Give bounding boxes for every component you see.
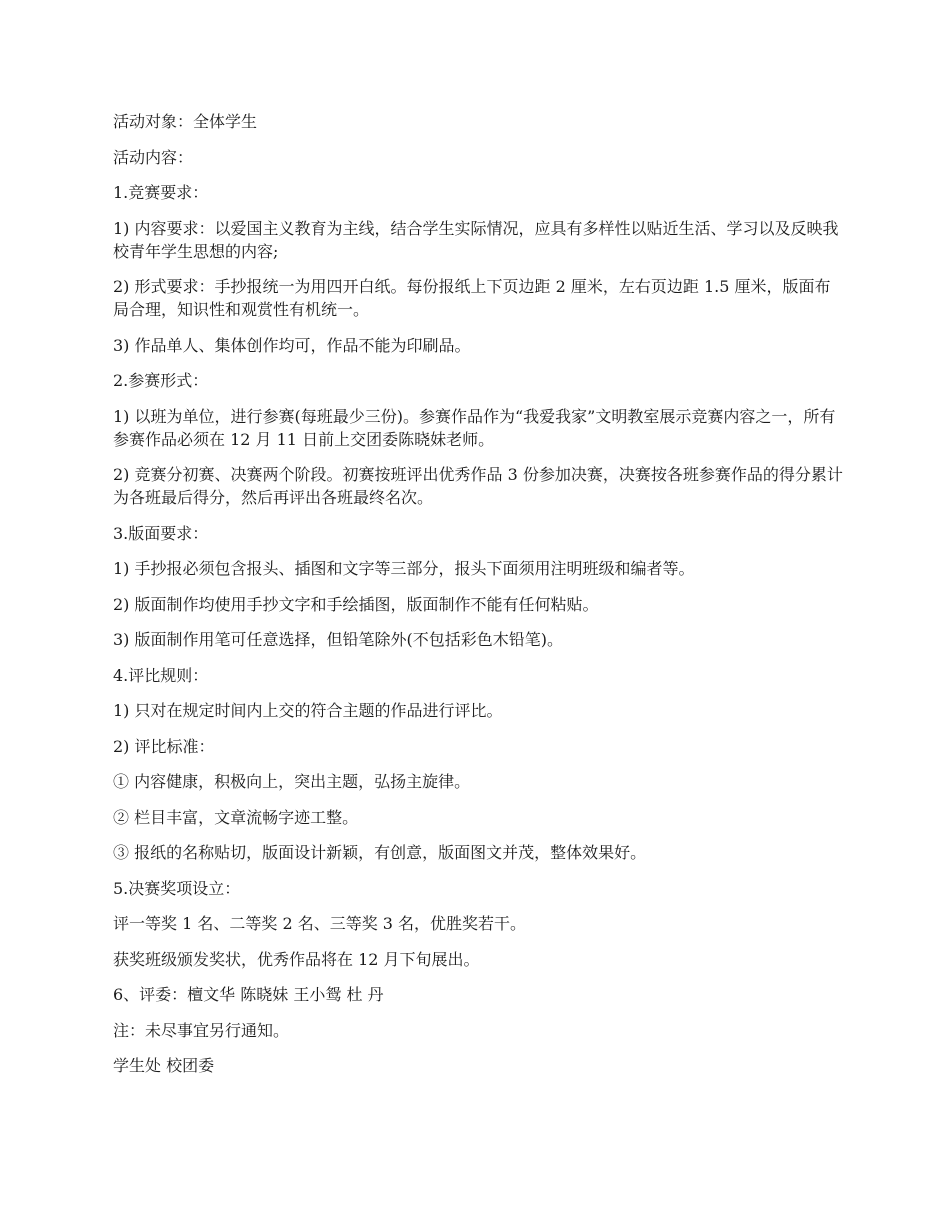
- paragraph-activity-content-heading: 活动内容：: [113, 147, 194, 167]
- paragraph-layout-parts: 1) 手抄报必须包含报头、插图和文字等三部分，报头下面须用注明班级和编者等。: [113, 559, 695, 578]
- document-page: [113, 110, 843, 1090]
- paragraph-format-requirement: 2) 形式要求：手抄报统一为用四开白纸。每份报纸上下页边距 2 厘米，左右页边距 1.5 厘米，版面布局合理，知识性和观赏性有机统一。: [113, 277, 831, 319]
- paragraph-signature: 学生处 校团委: [113, 1056, 215, 1075]
- paragraph-content-requirement: 1) 内容要求：以爱国主义教育为主线，结合学生实际情况，应具有多样性以贴近生活、学习以及反映我校青年学生思想的内容;: [113, 218, 839, 261]
- paragraph-layout-handmade: 2) 版面制作均使用手抄文字和手绘插图，版面制作不能有任何粘贴。: [113, 594, 599, 614]
- paragraph-participation-unit: 1) 以班为单位，进行参赛(每班最少三份)。参赛作品作为“我爱我家”文明教室展示竞赛内容之一，所有参赛作品必须在 12 月 11 日前上交团委陈晓妹老师。: [113, 406, 836, 449]
- section-heading-awards: 5.决赛奖项设立：: [113, 878, 241, 898]
- paragraph-criterion-2: ② 栏目丰富，文章流畅字迹工整。: [113, 807, 359, 827]
- paragraph-competition-stages: 2) 竞赛分初赛、决赛两个阶段。初赛按班评出优秀作品 3 份参加决赛，决赛按各班参赛作品的得分累计为各班最后得分，然后再评出各班最终名次。: [113, 465, 843, 507]
- paragraph-award-exhibition: 获奖班级颁发奖状，优秀作品将在 12 月下旬展出。: [113, 949, 480, 969]
- paragraph-layout-pens: 3) 版面制作用笔可任意选择，但铅笔除外(不包括彩色木铅笔)。: [113, 630, 563, 649]
- section-heading-participation: 2.参赛形式：: [113, 371, 209, 390]
- paragraph-award-counts: 评一等奖 1 名、二等奖 2 名、三等奖 3 名，优胜奖若干。: [113, 914, 527, 933]
- paragraph-judging-scope: 1) 只对在规定时间内上交的符合主题的作品进行评比。: [113, 701, 503, 720]
- paragraph-note: 注：未尽事宜另行通知。: [113, 1020, 290, 1040]
- paragraph-criterion-1: ① 内容健康，积极向上，突出主题，弘扬主旋律。: [113, 772, 471, 791]
- paragraph-authorship: 3) 作品单人、集体创作均可，作品不能为印刷品。: [113, 335, 471, 355]
- paragraph-target-audience: 活动对象：全体学生: [113, 112, 258, 131]
- section-heading-judging-rules: 4.评比规则：: [113, 665, 209, 685]
- section-heading-requirements: 1.竞赛要求：: [113, 183, 209, 202]
- section-heading-layout: 3.版面要求：: [113, 523, 209, 543]
- paragraph-judges: 6、评委：檀文华 陈晓妹 王小鸳 杜 丹: [113, 985, 384, 1004]
- paragraph-judging-criteria-heading: 2) 评比标准：: [113, 736, 215, 756]
- paragraph-criterion-3: ③ 报纸的名称贴切，版面设计新颖，有创意，版面图文并茂，整体效果好。: [113, 843, 647, 862]
